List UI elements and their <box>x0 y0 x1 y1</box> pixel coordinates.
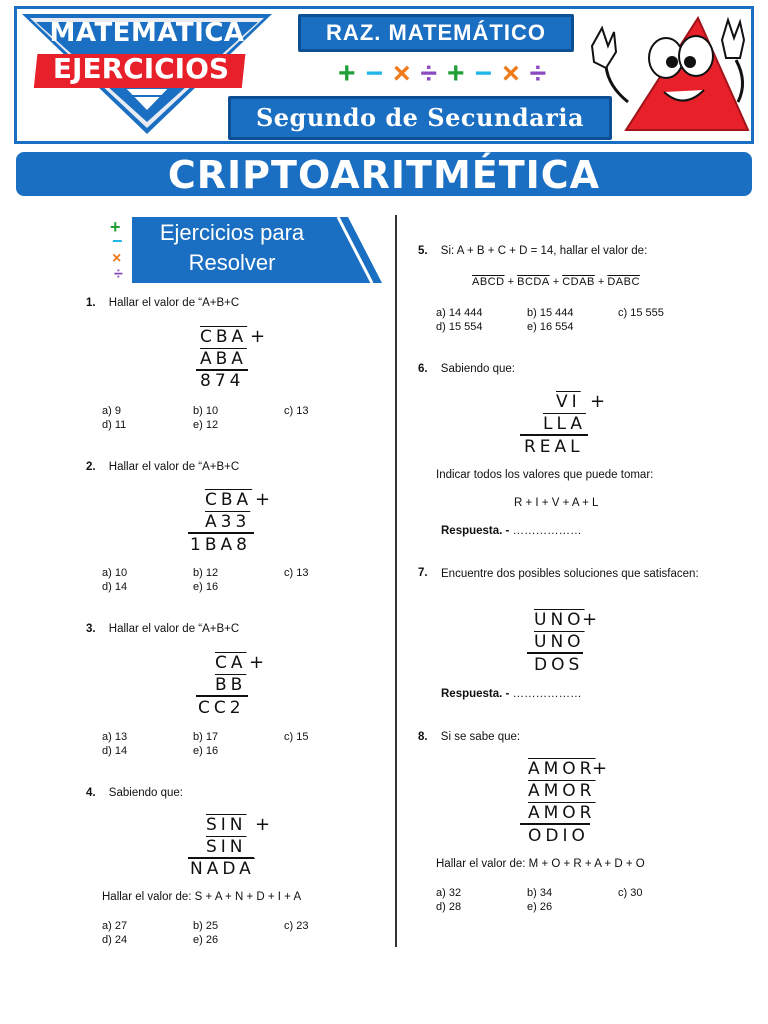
option-e[interactable]: e) 26 <box>527 901 553 913</box>
sum-line: CC2 <box>198 698 245 718</box>
answer-line <box>441 525 582 537</box>
term: CDAB <box>562 276 595 288</box>
problem-text: Hallar el valor de “A+B+C <box>108 623 240 635</box>
plus-icon: + <box>447 57 465 90</box>
triangle-mascot-icon <box>588 6 752 142</box>
option-b[interactable]: b) 25 <box>193 920 219 932</box>
plus-sign: + <box>255 814 271 835</box>
sum-line: 874 <box>200 371 245 391</box>
sum-rule <box>527 652 583 654</box>
option-e[interactable]: e) 16 <box>193 745 219 757</box>
option-b[interactable]: b) 15 444 <box>527 307 574 319</box>
plus-sign: + <box>592 758 608 779</box>
problem-number: 8. <box>418 731 428 743</box>
operand-line: $\overline{SIN}$ <box>206 815 247 835</box>
banner-line-2: Resolver <box>188 250 276 275</box>
plus-sign: + <box>255 489 271 510</box>
problem-text: Hallar el valor de “A+B+C <box>108 297 240 309</box>
term: DABC <box>607 276 640 288</box>
problem-8-statement <box>418 731 520 743</box>
problem-number: 5. <box>418 245 428 257</box>
problem-text: Si se sabe que: <box>440 731 521 743</box>
sum-line: 1BA8 <box>190 535 251 555</box>
banner-line-1: Ejercicios para <box>159 220 305 245</box>
option-b[interactable]: b) 12 <box>193 567 219 579</box>
operand-line: AMOR <box>528 803 596 823</box>
option-e[interactable]: e) 16 <box>193 581 219 593</box>
answer-blank[interactable]: ……………… <box>512 525 582 537</box>
answer-label: Respuesta. - <box>441 525 510 537</box>
option-a[interactable]: a) 9 <box>102 405 121 417</box>
option-b[interactable]: b) 17 <box>193 731 219 743</box>
option-b[interactable]: b) 10 <box>193 405 219 417</box>
option-c[interactable]: c) 15 555 <box>618 307 664 319</box>
option-d[interactable]: d) 11 <box>102 419 127 431</box>
problem-number: 6. <box>418 363 428 375</box>
option-d[interactable]: d) 14 <box>102 581 128 593</box>
problem-text: Encuentre dos posibles soluciones que satisfacen: <box>441 568 699 580</box>
plus-sign: + <box>590 391 606 412</box>
option-a[interactable]: a) 13 <box>102 731 128 743</box>
problem-text: Sabiendo que: <box>108 787 183 799</box>
problem-8-question: Hallar el valor de: M + O + R + A + D + O <box>436 858 645 870</box>
term: BCDA <box>517 276 550 288</box>
answer-options <box>102 919 342 949</box>
plus-sign: + <box>582 609 598 630</box>
plus-icon: + <box>337 57 356 90</box>
times-icon: × <box>393 57 411 90</box>
sum-line: REAL <box>524 437 584 457</box>
answer-line <box>441 688 582 700</box>
problem-4-statement <box>86 787 183 799</box>
answer-options <box>102 404 342 434</box>
operand-line: AMOR <box>528 781 596 801</box>
grade-label: Segundo de Secundaria <box>228 96 612 140</box>
option-c[interactable]: c) 30 <box>618 887 643 899</box>
problem-7-statement <box>418 567 706 581</box>
problem-1-statement <box>86 297 239 309</box>
operators-row <box>272 58 612 90</box>
answer-options <box>102 730 342 760</box>
minus-icon: − <box>365 57 383 90</box>
operand-line: $\overline{UNO}$ <box>534 632 585 652</box>
answer-blank[interactable]: ……………… <box>512 688 582 700</box>
operand-line: $\overline{UNO}$ <box>534 610 585 630</box>
answer-options <box>102 566 342 596</box>
page-title: CRIPTOARITMÉTICA <box>16 152 752 196</box>
operand-line: $\overline{SIN}$ <box>206 837 247 857</box>
option-c[interactable]: c) 15 <box>284 731 309 743</box>
operand-line: A33 <box>205 512 251 532</box>
problem-number: 2. <box>86 461 96 473</box>
option-d[interactable]: d) 28 <box>436 901 462 913</box>
problem-text: Sabiendo que: <box>440 363 515 375</box>
option-e[interactable]: e) 26 <box>193 934 219 946</box>
operand-line: $\overline{CBA}$ <box>205 490 253 510</box>
answer-label: Respuesta. - <box>441 688 510 700</box>
option-a[interactable]: a) 10 <box>102 567 128 579</box>
operand-line: $\overline{LLA}$ <box>543 414 586 434</box>
problem-text: Hallar el valor de “A+B+C <box>108 461 240 473</box>
sum-expression: ABCD + BCDA + CDAB + DABC <box>472 276 640 288</box>
problem-2-statement <box>86 461 239 473</box>
problem-6-statement <box>418 363 515 375</box>
term: ABCD <box>472 276 505 288</box>
option-b[interactable]: b) 34 <box>527 887 553 899</box>
logo-top-text: MATEMATICA <box>49 18 245 48</box>
problem-number: 3. <box>86 623 96 635</box>
problem-6-question: Indicar todos los valores que puede tomar: <box>436 469 654 481</box>
sum-rule <box>196 695 248 697</box>
problem-number: 4. <box>86 787 96 799</box>
option-a[interactable]: a) 32 <box>436 887 462 899</box>
option-a[interactable]: a) 27 <box>102 920 128 932</box>
problem-3-statement <box>86 623 239 635</box>
svg-text:÷: ÷ <box>114 266 123 283</box>
plus-sign: + <box>250 326 266 347</box>
operand-line: $\overline{CBA}$ <box>200 327 248 347</box>
problem-number: 1. <box>86 297 96 309</box>
times-icon: × <box>502 57 520 90</box>
sum-rule <box>188 532 254 534</box>
logo-bottom-text: EJERCICIOS <box>52 52 230 85</box>
sum-line: NADA <box>190 859 255 879</box>
option-c[interactable]: c) 13 <box>284 567 309 579</box>
option-d[interactable]: d) 14 <box>102 745 128 757</box>
sum-rule <box>520 434 588 436</box>
operand-line: $\overline{BB}$ <box>215 675 247 695</box>
option-e[interactable]: e) 16 554 <box>527 321 574 333</box>
option-d[interactable]: d) 24 <box>102 934 128 946</box>
option-e[interactable]: e) 12 <box>193 419 219 431</box>
svg-text:×: × <box>112 250 122 267</box>
answer-options <box>436 306 716 336</box>
operand-line: AMOR <box>528 759 596 779</box>
minus-icon: − <box>474 57 493 90</box>
svg-text:+: + <box>110 217 121 237</box>
problem-text: Si: A + B + C + D = 14, hallar el valor de: <box>440 245 648 257</box>
sum-rule <box>520 823 590 825</box>
operand-line: $\overline{CA}$ <box>215 653 247 673</box>
problem-number: 7. <box>418 567 428 579</box>
svg-text:−: − <box>112 231 123 251</box>
problem-4-question: Hallar el valor de: S + A + N + D + I + A <box>102 891 302 903</box>
option-a[interactable]: a) 14 444 <box>436 307 483 319</box>
column-divider <box>395 215 397 947</box>
sum-line: ODIO <box>528 826 589 846</box>
operand-line: $\overline{VI}$ <box>556 392 581 412</box>
problem-5-statement <box>418 245 647 257</box>
option-c[interactable]: c) 13 <box>284 405 309 417</box>
sum-line: DOS <box>534 655 584 675</box>
option-d[interactable]: d) 15 554 <box>436 321 483 333</box>
divide-icon: ÷ <box>529 57 547 90</box>
plus-sign: + <box>249 652 265 673</box>
operand-line: $\overline{ABA}$ <box>200 349 247 369</box>
divide-icon: ÷ <box>420 57 437 90</box>
answer-options <box>436 886 716 916</box>
course-label: RAZ. MATEMÁTICO <box>298 14 574 52</box>
option-c[interactable]: c) 23 <box>284 920 309 932</box>
problem-6-expression: R + I + V + A + L <box>514 497 599 509</box>
